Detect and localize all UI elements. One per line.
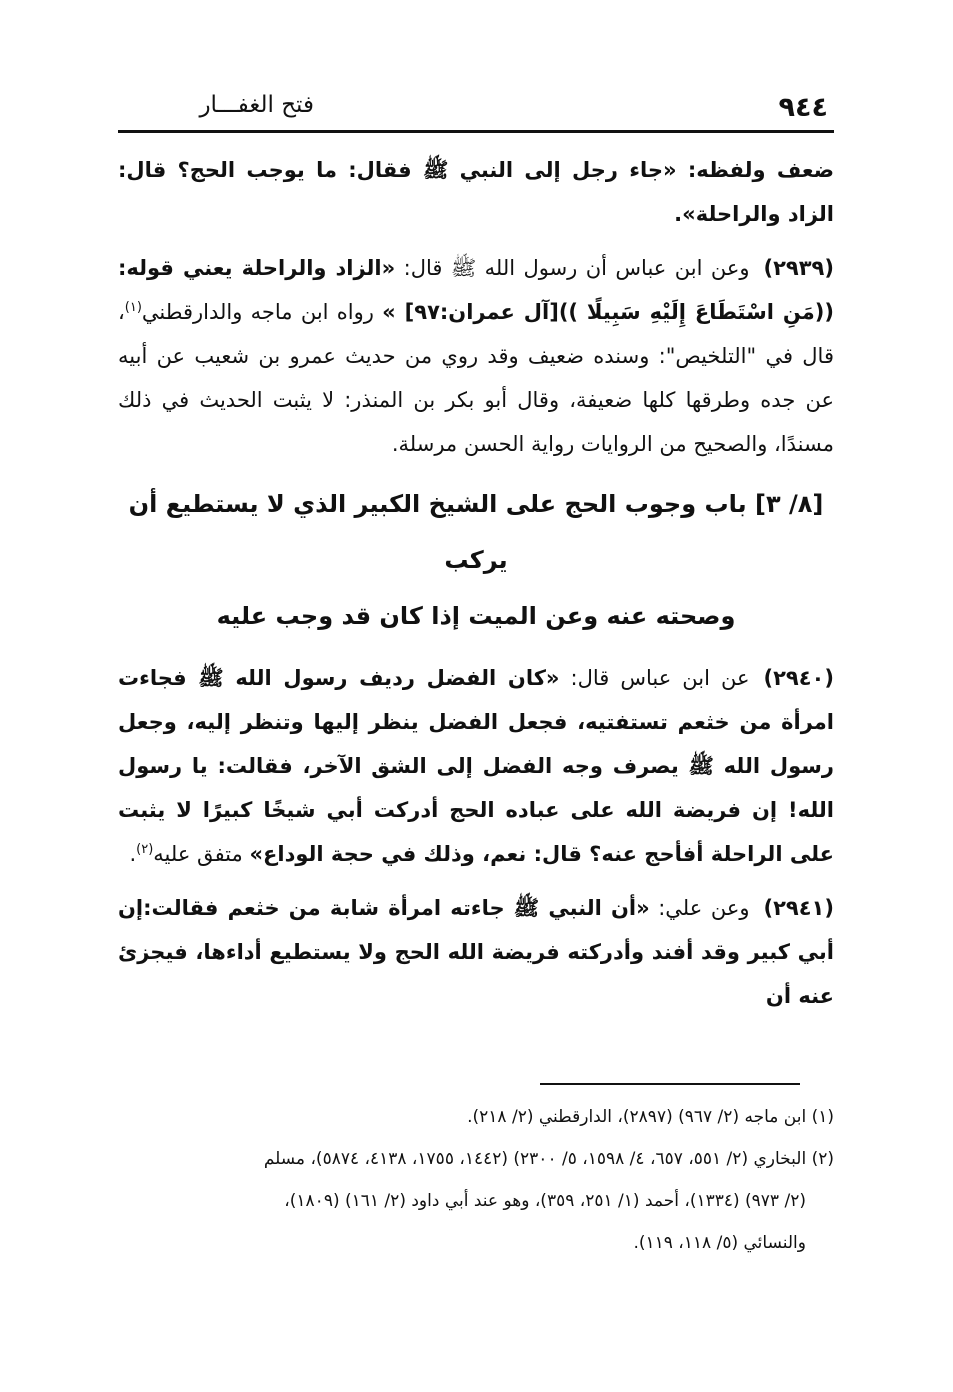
hadith-source: رواه ابن ماجه والدارقطني (141, 300, 383, 324)
hadith-intro: عن ابن عباس قال: (559, 666, 750, 690)
hadith-2940 (118, 656, 834, 876)
hadith-number: (٢٩٤١) (763, 896, 834, 920)
footnote-1: (١) ابن ماجه (٢/ ٩٦٧) (٢٨٩٧)، الدارقطني (٢/ ٢١٨). (467, 1107, 834, 1127)
footnote-marker[interactable]: (٢) (136, 842, 154, 857)
page-number: ٩٤٤ (778, 92, 828, 123)
footnote-2-continued: (٢/ ٩٧٣) (١٣٣٤)، أحمد (١/ ٢٥١، ٣٥٩)، وهو عند أبي داود (٢/ ١٦١) (١٨٠٩)، (284, 1191, 806, 1211)
hadith-text: «كان الفضل رديف رسول الله ﷺ فجاءت امرأة من خثعم تستفتيه، فجعل الفضل ينظر إليها وتنظر إليه، وجعل رسول الله ﷺ يصرف وجه الفضل إلى الشق الآخر، فقالت: يا رسول الله! إن فريضة الله على عباده الحج أدركت أبي شيخًا كبيرًا لا يثبت على الراحلة أفأحج عنه؟ قال: نعم، وذلك في حجة الوداع» (118, 666, 834, 866)
hadith-number: (٢٩٣٩) (763, 256, 834, 280)
hadith-number: (٢٩٤٠) (763, 666, 834, 690)
hadith-2941 (118, 886, 834, 1018)
footnote-2-end: والنسائي (٥/ ١١٨، ١١٩). (633, 1233, 806, 1253)
paragraph-continuation (118, 148, 834, 236)
hadith-end: . (129, 842, 137, 866)
running-title: فتح الغفـــار (199, 92, 314, 118)
chapter-heading-line2: وصحته عنه وعن الميت إذا كان قد وجب عليه (216, 602, 736, 630)
footnote-separator (540, 1083, 800, 1085)
chapter-heading-line1: [٨/ ٣] باب وجوب الحج على الشيخ الكبير الذي لا يستطيع أن يركب (128, 490, 824, 574)
main-text (118, 148, 834, 1022)
paragraph-text: ضعف ولفظه: «جاء رجل إلى النبي ﷺ فقال: ما يوجب الحج؟ قال: الزاد والراحلة». (118, 158, 834, 226)
hadith-source: متفق عليه (153, 842, 250, 866)
footnotes (118, 1096, 834, 1264)
hadith-intro: وعن علي: (649, 896, 750, 920)
hadith-2939 (118, 246, 834, 466)
chapter-heading (118, 476, 834, 644)
footnote-2: (٢) البخاري (٢/ ٥٥١، ٦٥٧، ٤/ ١٥٩٨، ٥/ ٢٣٠٠) (١٤٤٢، ١٧٥٥، ٤١٣٨، ٥٨٧٤)، مسلم (263, 1149, 834, 1169)
hadith-text: «أن النبي ﷺ جاءته امرأة شابة من خثعم فقالت:إن أبي كبير وقد أفند وأدركته فريضة الله الحج ولا يستطيع أداءها، فيجزئ عنه أن (118, 896, 834, 1008)
header-rule (118, 130, 834, 133)
hadith-intro: وعن ابن عباس أن رسول الله ﷺ قال: (395, 256, 750, 280)
footnote-marker[interactable]: (١) (124, 300, 142, 315)
hadith-text: «الزاد والراحلة يعني قوله: ((مَنِ اسْتَطَاعَ إِلَيْهِ سَبِيلًا ))[آل عمران:٩٧] » (118, 256, 834, 324)
hadith-commentary: ، قال في "التلخيص": وسنده ضعيف وقد روي من حديث عمرو بن شعيب عن أبيه عن جده وطرقها كلها ضعيفة، وقال أبو بكر بن المنذر: لا يثبت الحديث في ذلك مسندًا، والصحيح من الروايات رواية الحسن مرسلة. (118, 300, 834, 456)
